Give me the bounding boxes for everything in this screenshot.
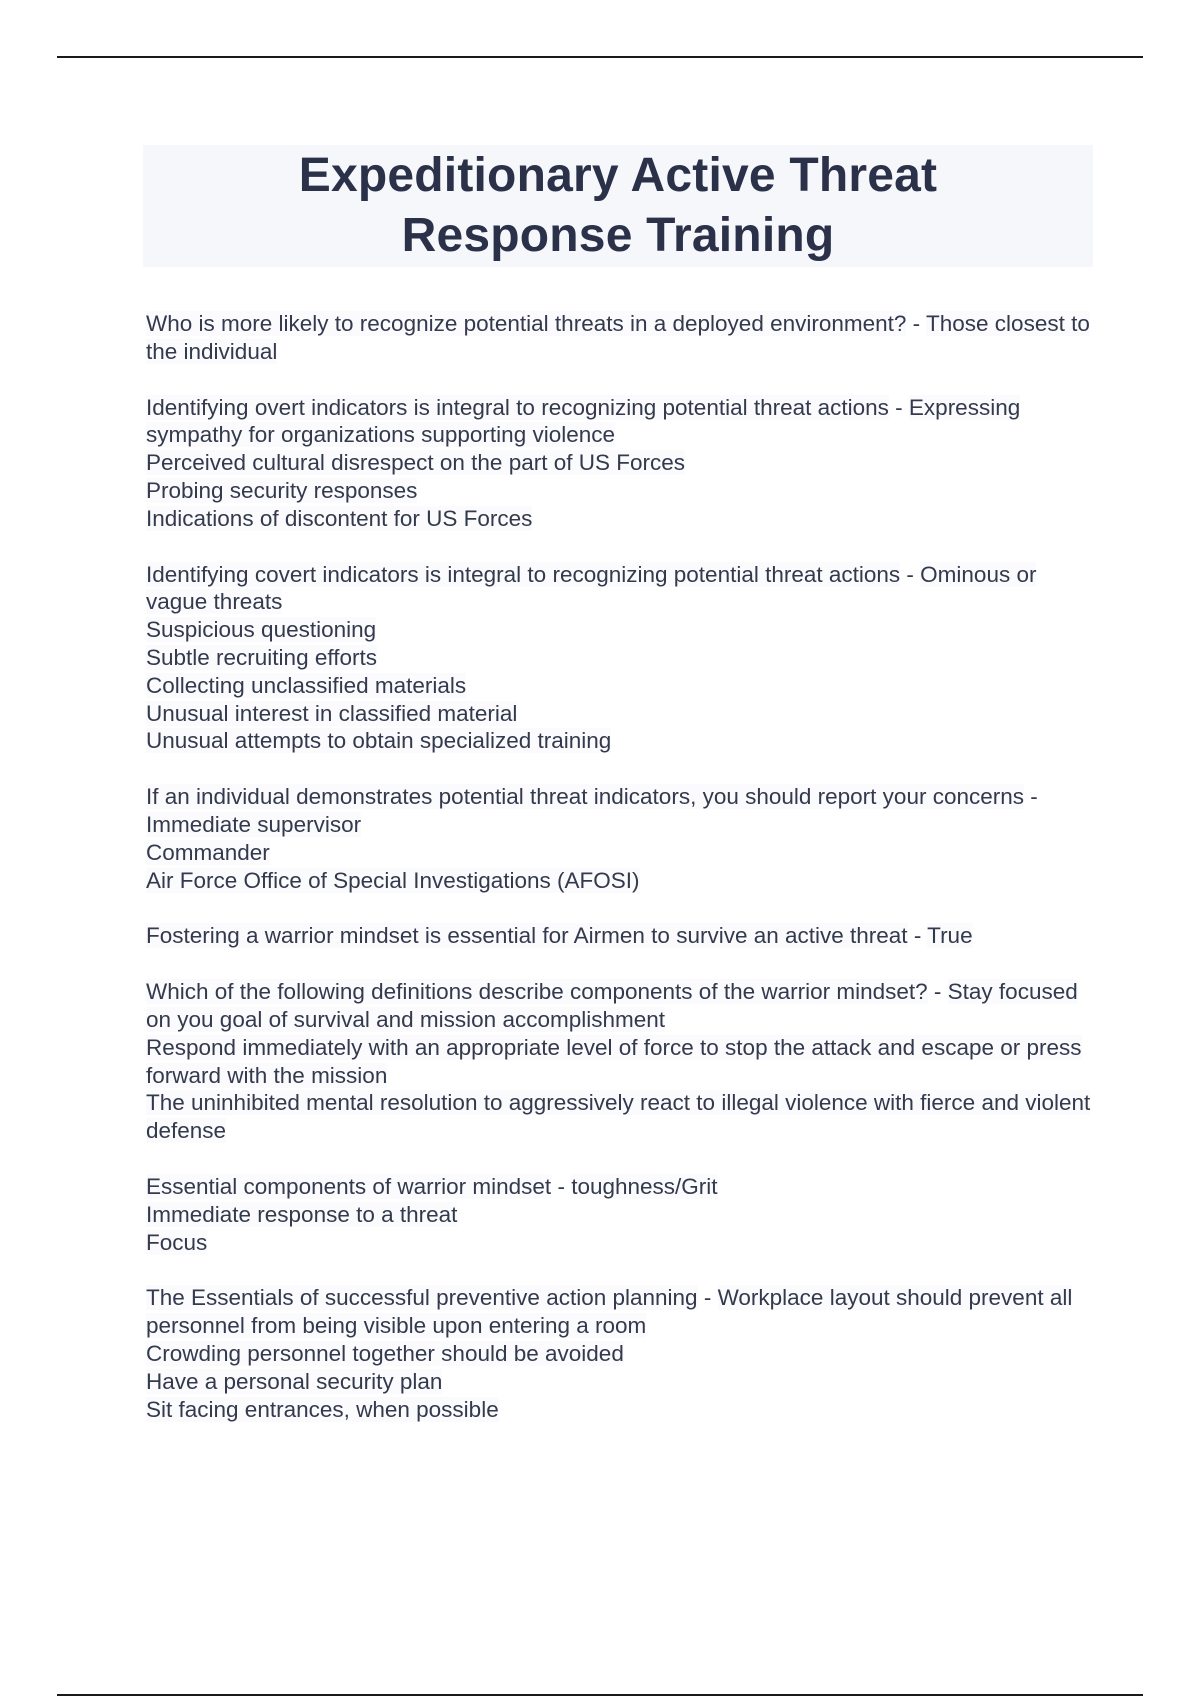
- qa-question: If an individual demonstrates potential threat indicators, you should report your concerns - Immediate supervisor: [146, 784, 1038, 837]
- qa-answer: Unusual attempts to obtain specialized training: [146, 728, 612, 754]
- qa-item-8: [146, 1284, 1092, 1423]
- qa-answer: Ominous or vague threats: [146, 561, 1037, 615]
- qa-item-7: [146, 1173, 1092, 1256]
- qa-question: Identifying covert indicators is integral to recognizing potential threat actions - Ominous or vague threats: [146, 561, 1037, 615]
- document-title: [299, 146, 937, 266]
- qa-answer: Expressing sympathy for organizations supporting violence: [146, 394, 1021, 448]
- qa-answer: Stay focused on you goal of survival and mission accomplishment: [146, 979, 1078, 1032]
- qa-answer: The uninhibited mental resolution to aggressively react to illegal violence with fierce and violent defense: [146, 1090, 1091, 1144]
- qa-answer: Immediate response to a threat: [146, 1201, 458, 1227]
- qa-item-1: [146, 310, 1092, 366]
- title-banner: [143, 145, 1093, 267]
- qa-answer: Crowding personnel together should be avoided: [146, 1340, 624, 1366]
- qa-answer: Collecting unclassified materials: [146, 672, 467, 698]
- qa-answer: Immediate supervisor: [146, 811, 362, 837]
- qa-answer: toughness/Grit: [571, 1173, 718, 1199]
- qa-answer: Sit facing entrances, when possible: [146, 1396, 499, 1422]
- qa-answer: Subtle recruiting efforts: [146, 644, 377, 670]
- qa-answer: Air Force Office of Special Investigations (AFOSI): [146, 867, 640, 893]
- qa-question: Identifying overt indicators is integral to recognizing potential threat actions - Expressing sympathy for organizations supporting violence: [146, 394, 1021, 448]
- qa-question: Fostering a warrior mindset is essential for Airmen to survive an active threat - True: [146, 923, 973, 949]
- qa-question: Who is more likely to recognize potential threats in a deployed environment? - Those closest to the individual: [146, 311, 1090, 364]
- qa-item-4: [146, 783, 1092, 894]
- qa-answer: Indications of discontent for US Forces: [146, 505, 533, 531]
- qa-item-2: [146, 394, 1092, 533]
- qa-answer: Perceived cultural disrespect on the part of US Forces: [146, 450, 686, 476]
- qa-answer: True: [927, 923, 973, 949]
- top-rule: [57, 56, 1143, 58]
- qa-answer: Workplace layout should prevent all personnel from being visible upon entering a room: [146, 1285, 1073, 1339]
- qa-answer: Unusual interest in classified material: [146, 700, 518, 726]
- qa-question: Which of the following definitions describe components of the warrior mindset? - Stay focused on you goal of survival and mission accomplishment: [146, 979, 1078, 1032]
- qa-answer: Commander: [146, 839, 270, 865]
- document-title-line-2: Response Training: [401, 209, 835, 262]
- qa-answer: Have a personal security plan: [146, 1368, 443, 1394]
- qa-answer: Those closest to the individual: [146, 311, 1090, 364]
- qa-item-5: [146, 922, 1092, 950]
- qa-question: Essential components of warrior mindset - toughness/Grit: [146, 1173, 718, 1199]
- qa-answer: Suspicious questioning: [146, 617, 377, 643]
- qa-item-6: [146, 978, 1092, 1145]
- document-title-line-1: Expeditionary Active Threat: [298, 149, 938, 202]
- bottom-rule: [57, 1694, 1143, 1696]
- qa-list: [146, 310, 1092, 1451]
- qa-answer: Probing security responses: [146, 477, 418, 503]
- qa-item-3: [146, 561, 1092, 756]
- qa-question: The Essentials of successful preventive action planning - Workplace layout should prevent all personnel from being visible upon entering a room: [146, 1285, 1073, 1339]
- qa-answer: Focus: [146, 1229, 208, 1255]
- qa-answer: Respond immediately with an appropriate level of force to stop the attack and escape or press forward with the mission: [146, 1034, 1082, 1088]
